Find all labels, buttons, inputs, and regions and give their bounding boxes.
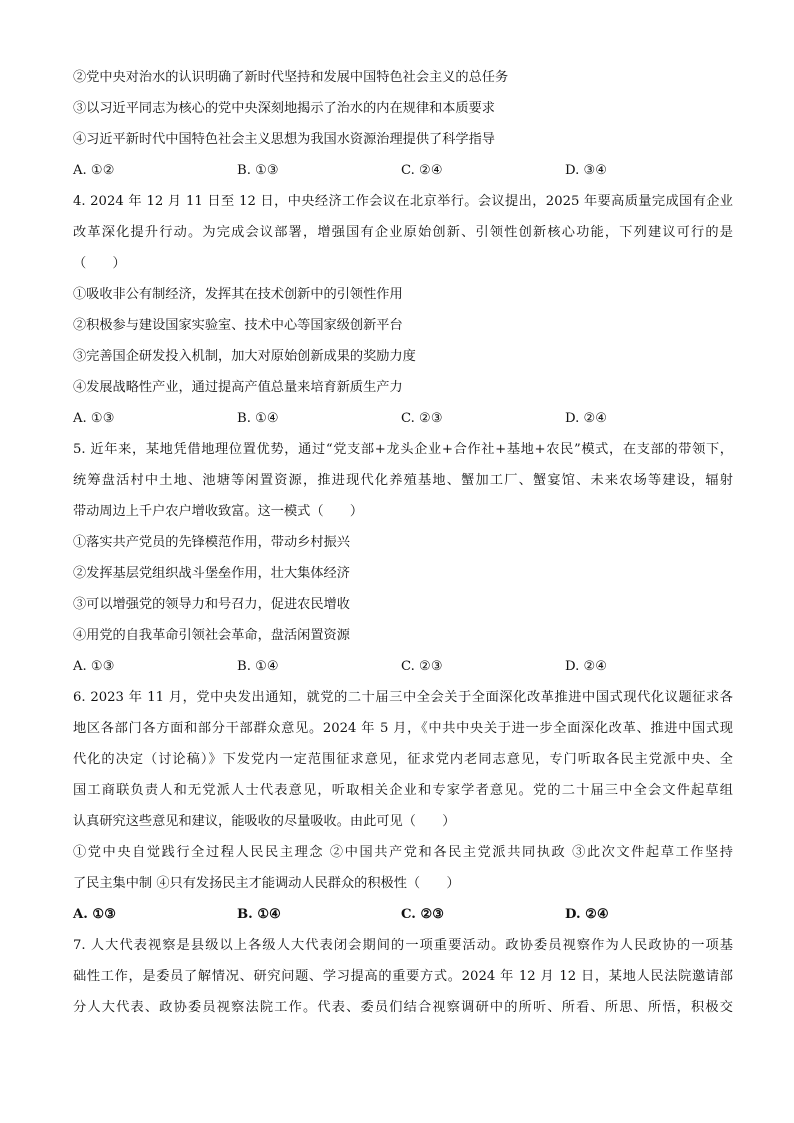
statement: ②发挥基层党组织战斗堡垒作用，壮大集体经济 [73,566,350,581]
statement: ④用党的自我革命引领社会革命，盘活闲置资源 [73,628,350,643]
option-d: D. ②④ [565,659,608,674]
statement: ②积极参与建设国家实验室、技术中心等国家级创新平台 [73,318,403,333]
statement: ③完善国企研发投入机制，加大对原始创新成果的奖励力度 [73,349,416,364]
statement: ③以习近平同志为核心的党中央深刻地揭示了治水的内在规律和本质要求 [73,101,495,116]
option-c: C. ②③ [401,411,443,426]
option-c: C. ②③ [401,907,445,922]
option-a: A. ①③ [73,907,117,922]
statement: ①党中央自觉践行全过程人民民主理念 ②中国共产党和各民主党派共同执政 ③此次文件起草工作坚持 [73,845,733,860]
statement: ①落实共产党员的先锋模范作用，带动乡村振兴 [73,535,350,550]
question-stem-line: 地区各部门各方面和部分干部群众意见。2024 年 5 月，《中共中央关于进一步全面深化改革、推进中国式现 [73,721,733,736]
question-6 [73,682,733,930]
question-4-options [73,403,733,434]
question-stem-line: 国工商联负责人和无党派人士代表意见，听取相关企业和专家学者意见。党的二十届三中全会文件起草组 [73,783,733,798]
option-a: A. ①② [73,163,115,178]
statement: ④习近平新时代中国特色社会主义思想为我国水资源治理提供了科学指导 [73,132,495,147]
question-6-options [73,899,733,930]
option-c: C. ②④ [401,163,443,178]
question-5 [73,434,733,682]
option-b: B. ①③ [237,163,279,178]
question-stem-line: 认真研究这些意见和建议，能吸收的尽量吸收。由此可见（ ） [73,814,456,829]
option-b: B. ①④ [237,659,279,674]
option-d: D. ③④ [565,163,608,178]
statement: ②党中央对治水的认识明确了新时代坚持和发展中国特色社会主义的总任务 [73,70,509,85]
question-stem-line: 分人大代表、政协委员视察法院工作。代表、委员们结合视察调研中的所听、所看、所思、所悟，积极交 [73,1000,733,1015]
question-stem-line: 7. 人大代表视察是县级以上各级人大代表闭会期间的一项重要活动。政协委员视察作为人民政协的一项基 [73,938,733,953]
page-body [73,62,733,1023]
statement: ③可以增强党的领导力和号召力，促进农民增收 [73,597,350,612]
statement: 了民主集中制 ④只有发扬民主才能调动人民群众的积极性（ ） [73,876,460,891]
question-stem-line: 带动周边上千户农户增收致富。这一模式（ ） [73,504,364,519]
question-stem-line: 4. 2024 年 12 月 11 日至 12 日，中央经济工作会议在北京举行。会议提出，2025 年要高质量完成国有企业 [73,194,733,209]
question-3-options [73,155,733,186]
question-7 [73,930,733,1023]
option-c: C. ②③ [401,659,443,674]
question-stem-line: 5. 近年来，某地凭借地理位置优势，通过“党支部+龙头企业+合作社+基地+农民”模式，在支部的带领下， [73,442,733,457]
option-d: D. ②④ [565,411,608,426]
question-stem-line: （ ） [73,256,126,271]
option-b: B. ①④ [237,411,279,426]
statement: ①吸收非公有制经济，发挥其在技术创新中的引领性作用 [73,287,403,302]
option-b: B. ①④ [237,907,281,922]
question-stem-line: 统筹盘活村中土地、池塘等闲置资源，推进现代化养殖基地、蟹加工厂、蟹宴馆、未来农场等建设，辐射 [73,473,733,488]
question-5-options [73,651,733,682]
statement: ④发展战略性产业，通过提高产值总量来培育新质生产力 [73,380,403,395]
question-stem-line: 础性工作，是委员了解情况、研究问题、学习提高的重要方式。2024 年 12 月 12 日，某地人民法院邀请部 [73,969,733,984]
option-d: D. ②④ [565,907,609,922]
option-a: A. ①③ [73,659,115,674]
question-stem-line: 改革深化提升行动。为完成会议部署，增强国有企业原始创新、引领性创新核心功能，下列建议可行的是 [73,225,733,240]
question-4 [73,186,733,434]
question-stem-line: 6. 2023 年 11 月，党中央发出通知，就党的二十届三中全会关于全面深化改革推进中国式现代化议题征求各 [73,690,733,705]
option-a: A. ①③ [73,411,115,426]
question-3-items [73,62,733,155]
question-stem-line: 代化的决定（讨论稿）》下发党内一定范围征求意见，征求党内老同志意见，专门听取各民主党派中央、全 [73,752,733,767]
